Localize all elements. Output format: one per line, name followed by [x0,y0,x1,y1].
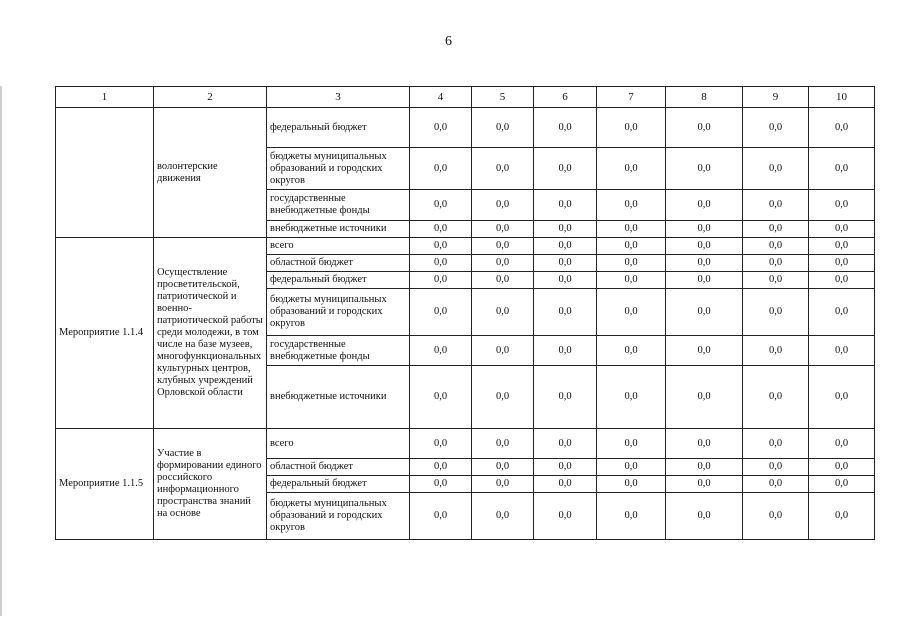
column-header: 9 [743,87,809,108]
value-cell: 0,0 [809,255,875,272]
value-cell: 0,0 [809,108,875,148]
funding-source-cell: бюджеты муниципальных образований и городских округов [267,289,410,336]
value-cell: 0,0 [666,272,743,289]
column-header: 2 [154,87,267,108]
value-cell: 0,0 [809,336,875,366]
value-cell: 0,0 [743,366,809,429]
page-number: 6 [445,34,452,49]
column-number-row [56,87,875,108]
value-cell: 0,0 [666,459,743,476]
activity-description-cell: Участие в формировании единого российского информационного пространства знаний на основе [154,429,267,540]
value-cell: 0,0 [597,148,666,190]
value-cell: 0,0 [809,476,875,493]
value-cell: 0,0 [743,429,809,459]
column-header: 1 [56,87,154,108]
table-row [56,108,875,148]
value-cell: 0,0 [534,221,597,238]
funding-source-cell: областной бюджет [267,255,410,272]
value-cell: 0,0 [597,289,666,336]
value-cell: 0,0 [534,238,597,255]
value-cell: 0,0 [743,272,809,289]
value-cell: 0,0 [666,476,743,493]
activity-name-cell [56,108,154,238]
value-cell: 0,0 [743,238,809,255]
value-cell: 0,0 [472,272,534,289]
value-cell: 0,0 [534,493,597,540]
value-cell: 0,0 [410,366,472,429]
value-cell: 0,0 [743,221,809,238]
column-header: 8 [666,87,743,108]
value-cell: 0,0 [809,289,875,336]
value-cell: 0,0 [597,238,666,255]
value-cell: 0,0 [743,493,809,540]
column-header: 10 [809,87,875,108]
value-cell: 0,0 [472,429,534,459]
value-cell: 0,0 [410,148,472,190]
value-cell: 0,0 [410,476,472,493]
column-header: 4 [410,87,472,108]
value-cell: 0,0 [597,476,666,493]
value-cell: 0,0 [809,459,875,476]
value-cell: 0,0 [666,238,743,255]
value-cell: 0,0 [597,255,666,272]
value-cell: 0,0 [809,190,875,221]
value-cell: 0,0 [666,148,743,190]
value-cell: 0,0 [534,148,597,190]
value-cell: 0,0 [666,429,743,459]
table-body [56,87,875,540]
column-header: 7 [597,87,666,108]
value-cell: 0,0 [410,108,472,148]
value-cell: 0,0 [472,221,534,238]
funding-source-cell: государственные внебюджетные фонды [267,336,410,366]
value-cell: 0,0 [410,255,472,272]
value-cell: 0,0 [597,459,666,476]
column-header: 3 [267,87,410,108]
value-cell: 0,0 [597,493,666,540]
value-cell: 0,0 [410,190,472,221]
value-cell: 0,0 [809,366,875,429]
value-cell: 0,0 [534,366,597,429]
value-cell: 0,0 [597,108,666,148]
value-cell: 0,0 [597,429,666,459]
value-cell: 0,0 [410,336,472,366]
activity-name-cell: Мероприятие 1.1.4 [56,238,154,429]
activity-description-cell: волонтерские движения [154,108,267,238]
funding-source-cell: государственные внебюджетные фонды [267,190,410,221]
value-cell: 0,0 [472,148,534,190]
value-cell: 0,0 [472,493,534,540]
funding-source-cell: бюджеты муниципальных образований и городских округов [267,493,410,540]
value-cell: 0,0 [666,289,743,336]
value-cell: 0,0 [410,493,472,540]
value-cell: 0,0 [534,289,597,336]
value-cell: 0,0 [534,429,597,459]
value-cell: 0,0 [410,289,472,336]
value-cell: 0,0 [597,366,666,429]
value-cell: 0,0 [597,272,666,289]
activity-name-cell: Мероприятие 1.1.5 [56,429,154,540]
value-cell: 0,0 [743,190,809,221]
value-cell: 0,0 [472,459,534,476]
value-cell: 0,0 [743,476,809,493]
funding-source-cell: бюджеты муниципальных образований и городских округов [267,148,410,190]
value-cell: 0,0 [472,336,534,366]
funding-source-cell: всего [267,238,410,255]
budget-table [55,86,875,540]
table-row [56,238,875,255]
value-cell: 0,0 [534,255,597,272]
value-cell: 0,0 [410,272,472,289]
value-cell: 0,0 [534,459,597,476]
value-cell: 0,0 [472,108,534,148]
value-cell: 0,0 [534,476,597,493]
table-row [56,429,875,459]
value-cell: 0,0 [666,190,743,221]
value-cell: 0,0 [743,148,809,190]
value-cell: 0,0 [809,221,875,238]
value-cell: 0,0 [472,476,534,493]
value-cell: 0,0 [666,221,743,238]
value-cell: 0,0 [809,148,875,190]
value-cell: 0,0 [809,429,875,459]
value-cell: 0,0 [534,108,597,148]
value-cell: 0,0 [743,108,809,148]
value-cell: 0,0 [743,255,809,272]
value-cell: 0,0 [666,336,743,366]
value-cell: 0,0 [743,289,809,336]
value-cell: 0,0 [597,336,666,366]
value-cell: 0,0 [410,459,472,476]
value-cell: 0,0 [809,272,875,289]
funding-source-cell: федеральный бюджет [267,108,410,148]
funding-source-cell: областной бюджет [267,459,410,476]
funding-source-cell: внебюджетные источники [267,366,410,429]
value-cell: 0,0 [472,366,534,429]
funding-source-cell: федеральный бюджет [267,476,410,493]
value-cell: 0,0 [666,108,743,148]
column-header: 5 [472,87,534,108]
value-cell: 0,0 [410,238,472,255]
value-cell: 0,0 [410,221,472,238]
value-cell: 0,0 [743,459,809,476]
value-cell: 0,0 [597,221,666,238]
funding-source-cell: федеральный бюджет [267,272,410,289]
value-cell: 0,0 [534,190,597,221]
column-header: 6 [534,87,597,108]
value-cell: 0,0 [809,493,875,540]
value-cell: 0,0 [534,336,597,366]
value-cell: 0,0 [809,238,875,255]
value-cell: 0,0 [743,336,809,366]
funding-source-cell: внебюджетные источники [267,221,410,238]
scan-edge [0,86,2,616]
value-cell: 0,0 [666,255,743,272]
value-cell: 0,0 [472,238,534,255]
funding-source-cell: всего [267,429,410,459]
value-cell: 0,0 [666,366,743,429]
activity-description-cell: Осуществление просветительской, патриотической и военно-патриотической работы среди молодежи, в том числе на базе музеев, многофункциональных культурных центров, клубных учреждений Орловской области [154,238,267,429]
value-cell: 0,0 [472,289,534,336]
value-cell: 0,0 [472,255,534,272]
value-cell: 0,0 [534,272,597,289]
value-cell: 0,0 [410,429,472,459]
value-cell: 0,0 [666,493,743,540]
value-cell: 0,0 [472,190,534,221]
value-cell: 0,0 [597,190,666,221]
